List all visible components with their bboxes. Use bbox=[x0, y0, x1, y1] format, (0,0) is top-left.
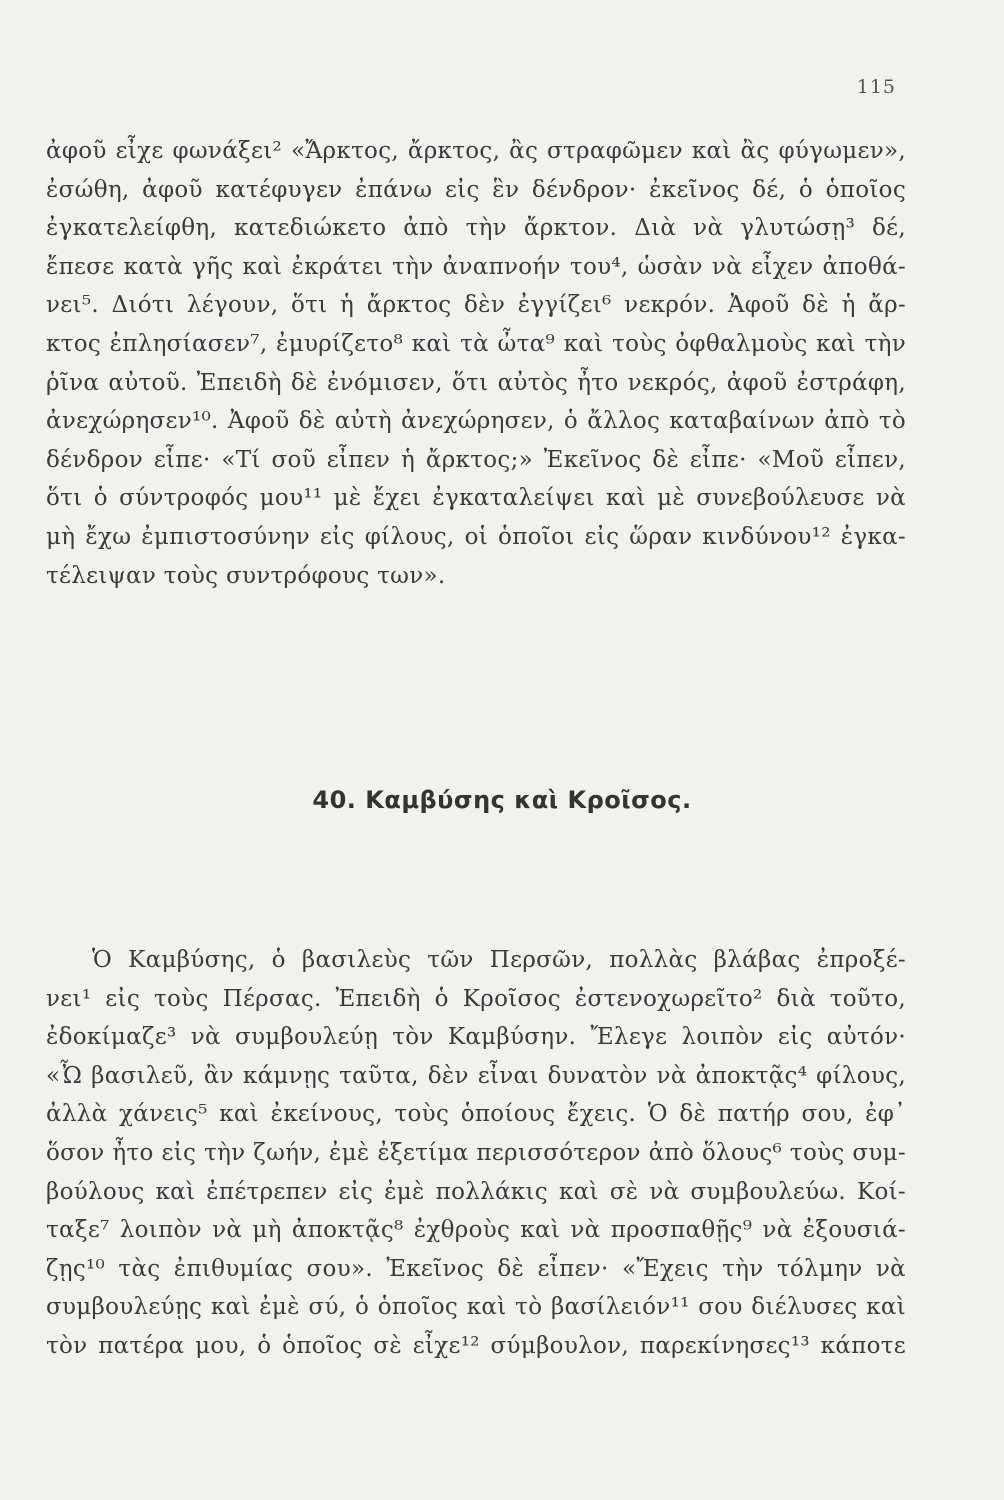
text-line: μὴ ἔχω ἐμπιστοσύνην εἰς φίλους, οἱ ὁποῖοι εἰς ὥραν κινδύνου¹² ἐγκα- bbox=[46, 523, 906, 550]
text-line: ζῃς¹⁰ τὰς ἐπιθυμίας σου». Ἐκεῖνος δὲ εἶπεν· «Ἔχεις τὴν τόλμην νὰ bbox=[46, 1255, 906, 1282]
text-line: κτος ἐπλησίασεν⁷, ἐμυρίζετο⁸ καὶ τὰ ὦτα⁹ καὶ τοὺς ὀφθαλμοὺς καὶ τὴν bbox=[46, 330, 906, 357]
page-number: 115 bbox=[856, 76, 896, 98]
text-line: δένδρον εἶπε· «Τί σοῦ εἶπεν ἡ ἄρκτος;» Ἐκεῖνος δὲ εἶπε· «Μοῦ εἶπεν, bbox=[46, 446, 906, 473]
paragraph-cambyses-croesus bbox=[46, 941, 906, 1366]
text-line: τέλειψαν τοὺς συντρόφους των». bbox=[46, 562, 446, 589]
text-line: συμβουλεύῃς καὶ ἐμὲ σύ, ὁ ὁποῖος καὶ τὸ βασίλειόν¹¹ σου διέλυσες καὶ bbox=[46, 1294, 906, 1321]
text-line: ῥῖνα αὐτοῦ. Ἐπειδὴ δὲ ἐνόμισεν, ὅτι αὐτὸς ἦτο νεκρός, ἀφοῦ ἐστράφη, bbox=[46, 369, 906, 396]
text-line: νει¹ εἰς τοὺς Πέρσας. Ἐπειδὴ ὁ Κροῖσος ἐστενοχωρεῖτο² διὰ τοῦτο, bbox=[46, 985, 906, 1012]
text-line: ἐσώθη, ἀφοῦ κατέφυγεν ἐπάνω εἰς ἓν δένδρον· ἐκεῖνος δέ, ὁ ὁποῖος bbox=[46, 176, 906, 203]
text-line: ἀφοῦ εἶχε φωνάξει² «Ἄρκτος, ἄρκτος, ἂς στραφῶμεν καὶ ἂς φύγωμεν», bbox=[46, 138, 906, 164]
text-line: ἐγκατελείφθη, κατεδιώκετο ἀπὸ τὴν ἄρκτον. Διὰ νὰ γλυτώσῃ³ δέ, bbox=[46, 215, 906, 242]
text-line: Ὁ Καμβύσης, ὁ βασιλεὺς τῶν Περσῶν, πολλὰς βλάβας ἐπροξέ- bbox=[92, 947, 906, 973]
text-line: «Ὦ βασιλεῦ, ἂν κάμνῃς ταῦτα, δὲν εἶναι δυνατὸν νὰ ἀποκτᾷς⁴ φίλους, bbox=[46, 1062, 906, 1089]
paragraph-bear-story bbox=[46, 132, 906, 595]
text-line: ταξε⁷ λοιπὸν νὰ μὴ ἀποκτᾷς⁸ ἐχθροὺς καὶ νὰ προσπαθῇς⁹ νὰ ἐξουσιά- bbox=[46, 1217, 906, 1244]
text-line: ἀνεχώρησεν¹⁰. Ἀφοῦ δὲ αὐτὴ ἀνεχώρησεν, ὁ ἄλλος καταβαίνων ἀπὸ τὸ bbox=[46, 408, 906, 435]
text-line: βούλους καὶ ἐπέτρεπεν εἰς ἐμὲ πολλάκις καὶ σὲ νὰ συμβουλεύω. Κοί- bbox=[46, 1178, 906, 1205]
text-line: ἐδοκίμαζε³ νὰ συμβουλεύῃ τὸν Καμβύσην. Ἔλεγε λοιπὸν εἰς αὐτόν· bbox=[46, 1024, 906, 1051]
text-line: ὅσον ἦτο εἰς τὴν ζωήν, ἐμὲ ἐξετίμα περισσότερον ἀπὸ ὅλους⁶ τοὺς συμ- bbox=[46, 1139, 906, 1166]
text-line: τὸν πατέρα μου, ὁ ὁποῖος σὲ εἶχε¹² σύμβουλον, παρεκίνησες¹³ κάποτε bbox=[46, 1332, 906, 1359]
text-line: ἔπεσε κατὰ γῆς καὶ ἐκράτει τὴν ἀναπνοήν του⁴, ὡσὰν νὰ εἶχεν ἀποθά- bbox=[46, 253, 906, 280]
text-line: νει⁵. Διότι λέγουν, ὅτι ἡ ἄρκτος δὲν ἐγγίζει⁶ νεκρόν. Ἀφοῦ δὲ ἡ ἄρ- bbox=[46, 292, 906, 319]
text-line: ἀλλὰ χάνεις⁵ καὶ ἐκείνους, τοὺς ὁποίους ἔχεις. Ὁ δὲ πατήρ σου, ἐφ᾿ bbox=[46, 1101, 906, 1128]
text-line: ὅτι ὁ σύντροφός μου¹¹ μὲ ἔχει ἐγκαταλείψει καὶ μὲ συνεβούλευσε νὰ bbox=[46, 485, 906, 512]
section-heading: 40. Καμβύσης καὶ Κροῖσος. bbox=[312, 786, 692, 814]
